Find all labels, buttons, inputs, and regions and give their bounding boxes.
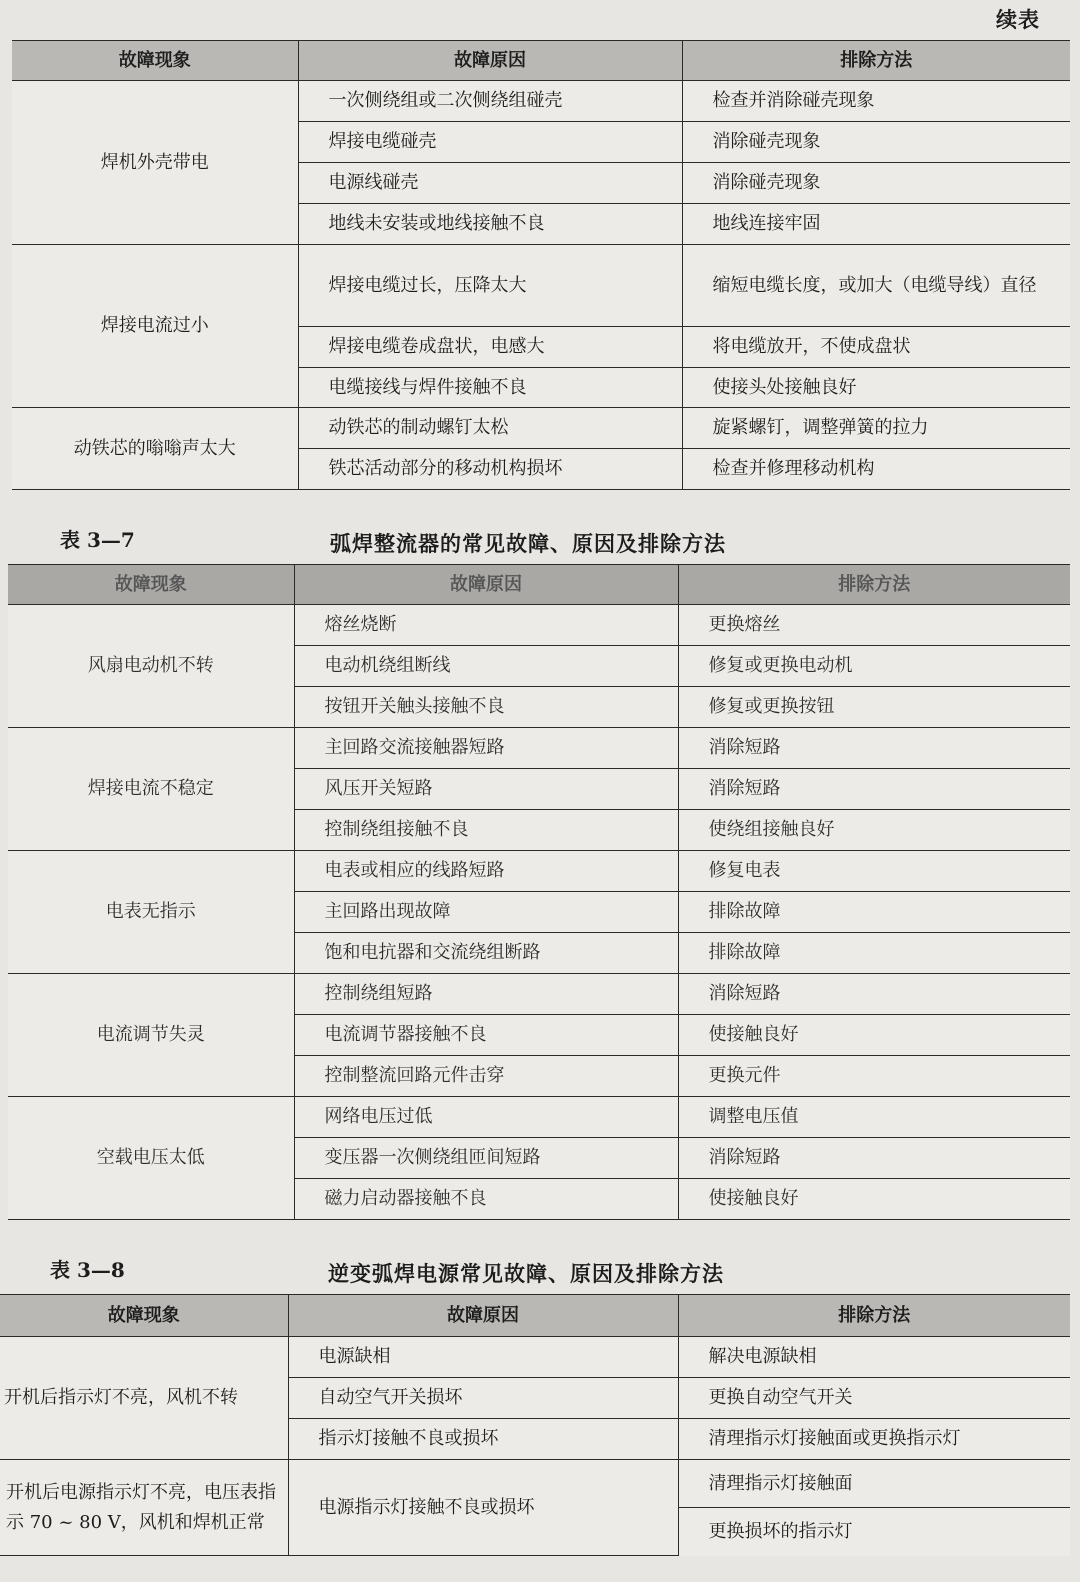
method-cell: 修复或更换电动机 [678,646,1070,687]
cause-cell: 磁力启动器接触不良 [294,1179,678,1220]
table-title: 逆变弧焊电源常见故障、原因及排除方法 [328,1261,724,1286]
method-cell: 清理指示灯接触面 [678,1460,1070,1508]
method-cell: 解决电源缺相 [678,1337,1070,1378]
cause-cell: 网络电压过低 [294,1097,678,1138]
cause-cell: 熔丝烧断 [294,605,678,646]
symptom-cell: 电表无指示 [8,851,294,974]
cause-cell: 控制绕组短路 [294,974,678,1015]
table-3-8 [0,1294,1070,1556]
cause-cell: 焊接电缆碰壳 [298,122,682,163]
table-row [8,1097,1070,1138]
symptom-cell: 焊接电流过小 [12,245,298,408]
method-cell: 消除短路 [678,974,1070,1015]
table-row [8,851,1070,892]
method-cell: 清理指示灯接触面或更换指示灯 [678,1419,1070,1460]
cause-cell: 动铁芯的制动螺钉太松 [298,408,682,449]
method-cell: 消除短路 [678,728,1070,769]
method-cell: 使绕组接触良好 [678,810,1070,851]
method-cell: 使接触良好 [678,1179,1070,1220]
method-cell: 消除短路 [678,1138,1070,1179]
cause-cell: 按钮开关触头接触不良 [294,687,678,728]
cause-cell: 控制绕组接触不良 [294,810,678,851]
method-cell: 消除短路 [678,769,1070,810]
cause-cell: 电流调节器接触不良 [294,1015,678,1056]
cause-cell: 自动空气开关损坏 [288,1378,678,1419]
header-cause: 故障原因 [288,1295,678,1337]
symptom-cell: 焊机外壳带电 [12,81,298,245]
method-cell: 使接触良好 [678,1015,1070,1056]
table-title: 弧焊整流器的常见故障、原因及排除方法 [330,531,726,556]
header-symptom: 故障现象 [0,1295,288,1337]
table-row [8,974,1070,1015]
table-row [0,1460,1070,1508]
cause-cell: 饱和电抗器和交流绕组断路 [294,933,678,974]
cause-cell: 变压器一次侧绕组匝间短路 [294,1138,678,1179]
header-cause: 故障原因 [298,41,682,81]
header-method: 排除方法 [678,565,1070,605]
cause-cell: 电缆接线与焊件接触不良 [298,368,682,408]
method-cell: 检查并修理移动机构 [682,449,1070,490]
symptom-cell: 电流调节失灵 [8,974,294,1097]
method-cell: 更换自动空气开关 [678,1378,1070,1419]
method-cell: 消除碰壳现象 [682,163,1070,204]
cause-cell: 铁芯活动部分的移动机构损坏 [298,449,682,490]
header-method: 排除方法 [682,41,1070,81]
table-header-row [12,41,1070,81]
table-row [12,81,1070,122]
table-row [8,728,1070,769]
header-symptom: 故障现象 [8,565,294,605]
symptom-cell: 空载电压太低 [8,1097,294,1220]
method-cell: 更换损坏的指示灯 [678,1508,1070,1556]
method-cell: 排除故障 [678,892,1070,933]
method-cell: 更换元件 [678,1056,1070,1097]
method-cell: 修复电表 [678,851,1070,892]
cause-cell: 风压开关短路 [294,769,678,810]
table-row [12,408,1070,449]
symptom-cell: 风扇电动机不转 [8,605,294,728]
table-header-row [8,565,1070,605]
table-row [0,1337,1070,1378]
symptom-cell: 开机后电源指示灯不亮，电压表指示 70 ~ 80 V，风机和焊机正常 [0,1460,288,1556]
symptom-cell: 动铁芯的嗡嗡声太大 [12,408,298,490]
symptom-cell: 开机后指示灯不亮，风机不转 [0,1337,288,1460]
method-cell: 缩短电缆长度，或加大（电缆导线）直径 [682,245,1070,327]
method-cell: 调整电压值 [678,1097,1070,1138]
continued-table-label: 续表 [996,7,1040,32]
table-number: 表 3—7 [60,528,135,552]
cause-cell: 电动机绕组断线 [294,646,678,687]
table-3-7 [8,564,1070,1220]
method-cell: 将电缆放开，不使成盘状 [682,327,1070,368]
table-header-row [0,1295,1070,1337]
table-row [12,245,1070,327]
method-cell: 使接头处接触良好 [682,368,1070,408]
table-row [8,605,1070,646]
table-continued [12,40,1070,490]
method-cell: 消除碰壳现象 [682,122,1070,163]
method-cell: 修复或更换按钮 [678,687,1070,728]
cause-cell: 电源缺相 [288,1337,678,1378]
cause-cell: 地线未安装或地线接触不良 [298,204,682,245]
cause-cell: 指示灯接触不良或损坏 [288,1419,678,1460]
header-symptom: 故障现象 [12,41,298,81]
cause-cell: 主回路交流接触器短路 [294,728,678,769]
cause-cell: 电源线碰壳 [298,163,682,204]
method-cell: 检查并消除碰壳现象 [682,81,1070,122]
cause-cell: 焊接电缆过长，压降太大 [298,245,682,327]
method-cell: 更换熔丝 [678,605,1070,646]
cause-cell: 主回路出现故障 [294,892,678,933]
cause-cell: 一次侧绕组或二次侧绕组碰壳 [298,81,682,122]
cause-cell: 电源指示灯接触不良或损坏 [288,1460,678,1556]
cause-cell: 控制整流回路元件击穿 [294,1056,678,1097]
cause-cell: 电表或相应的线路短路 [294,851,678,892]
method-cell: 旋紧螺钉，调整弹簧的拉力 [682,408,1070,449]
header-cause: 故障原因 [294,565,678,605]
header-method: 排除方法 [678,1295,1070,1337]
method-cell: 排除故障 [678,933,1070,974]
method-cell: 地线连接牢固 [682,204,1070,245]
table-number: 表 3—8 [50,1258,125,1282]
cause-cell: 焊接电缆卷成盘状，电感大 [298,327,682,368]
symptom-cell: 焊接电流不稳定 [8,728,294,851]
